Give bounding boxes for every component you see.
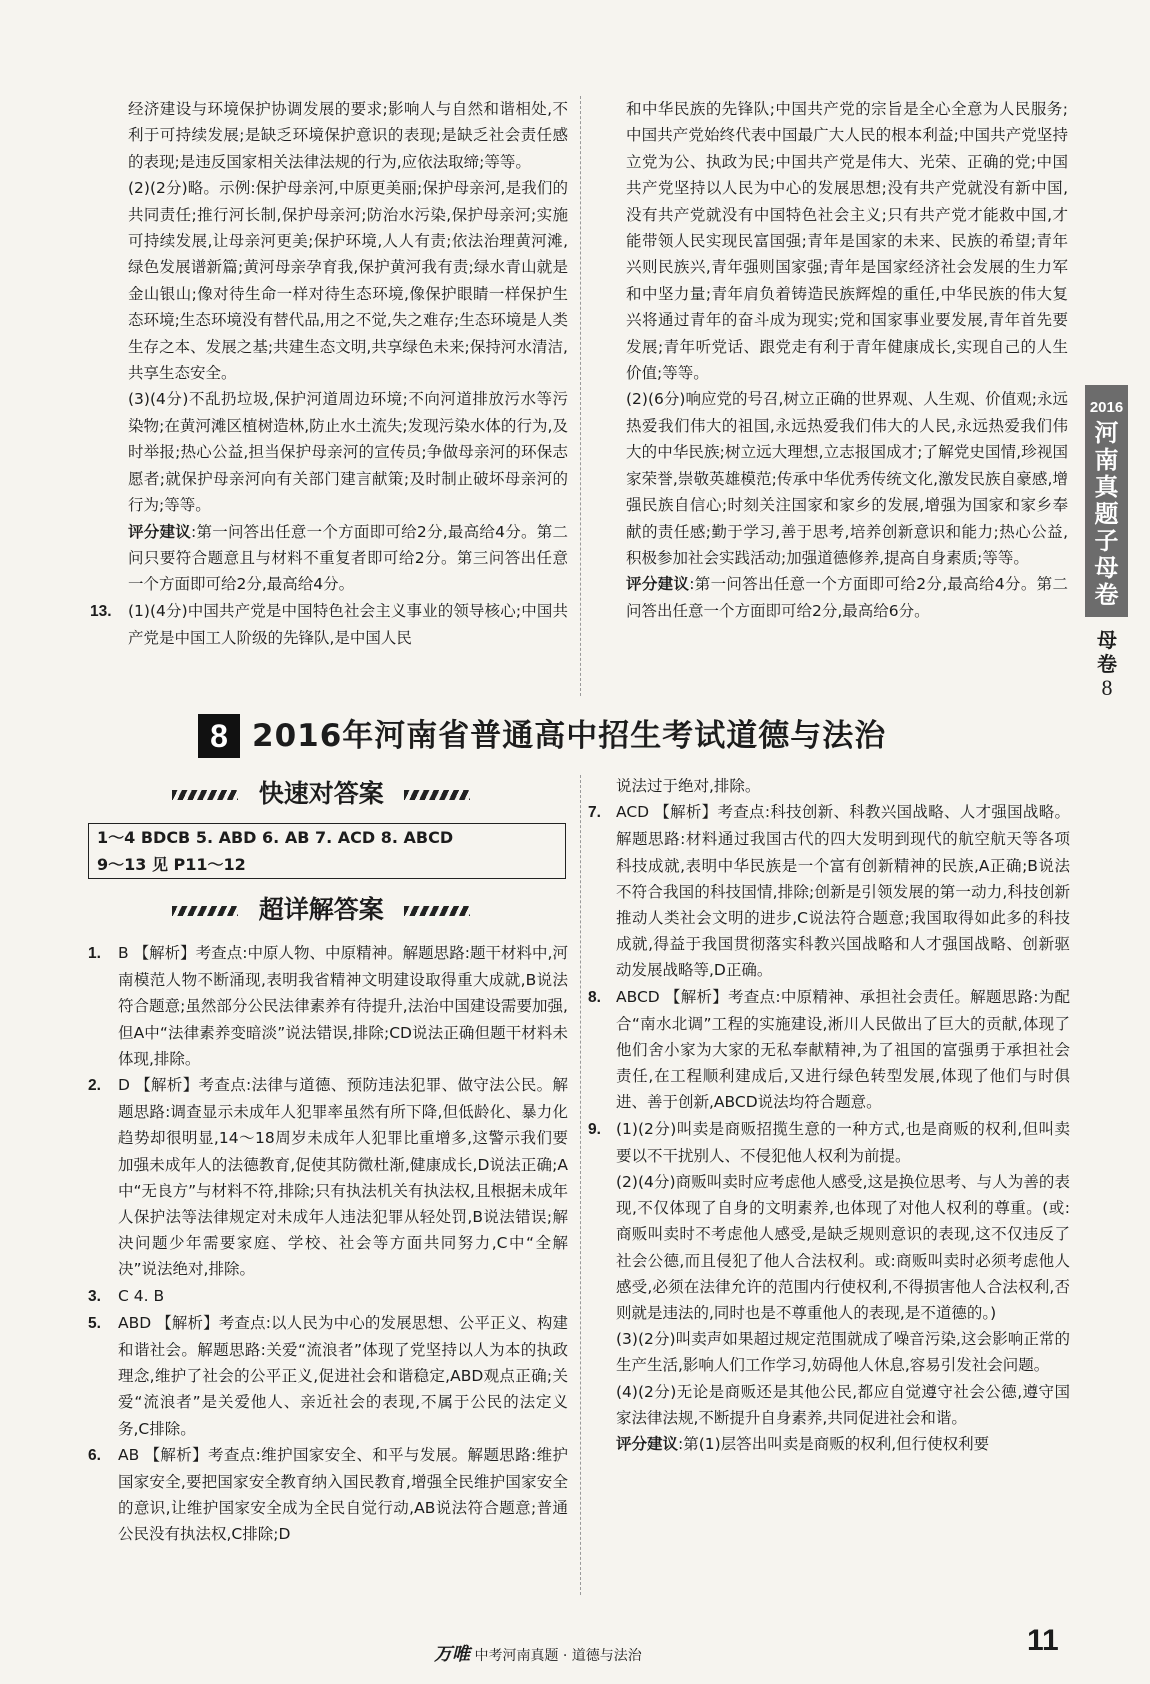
answer-text: B 【解析】考查点:中原人物、中原精神。解题思路:题干材料中,河南模范人物不断涌现,表明我省精神文明建设取得重大成就,B说法符合题意;虽然部分公民法律素养有待提升,法治中国建设需要加强,但A中“法律素养变暗淡”说法错误,排除;CD说法正确但题干材料未体现,排除。 (118, 944, 568, 1068)
quick-answers-line: 9～13 见 P11～12 (97, 855, 246, 874)
question-number: 3. (88, 1287, 101, 1305)
question-number: 5. (88, 1314, 101, 1332)
top-right-column (626, 96, 1068, 624)
column-divider (580, 775, 581, 1595)
question-text: (1)(4分)中国共产党是中国特色社会主义事业的领导核心;中国共产党是中国工人阶级的先锋队,是中国人民 (128, 601, 568, 648)
paragraph: (2)(6分)响应党的号召,树立正确的世界观、人生观、价值观;永远热爱我们伟大的祖国,永远热爱我们伟大的人民,永远热爱我们伟大的中华民族;树立远大理想,立志报国成才;了解党史国情,珍视国家荣誉,崇敬英雄模范;传承中华优秀传统文化,激发民族自豪感,增强民族自信心;时刻关注国家和家乡的发展,增强为国家和家乡奉献的责任感;勤于学习,善于思考,培养创新意识和能力;热心公益,积极参加社会实践活动;加强道德修养,提高自身素质;等等。 (626, 390, 1068, 567)
grading-label: 评分建议 (626, 575, 690, 594)
question-number: 1. (88, 945, 101, 962)
section-title: 2016年河南省普通高中招生考试道德与法治 (252, 718, 887, 754)
bottom-left-column (88, 940, 568, 1548)
paragraph: 经济建设与环境保护协调发展的要求;影响人与自然和谐相处,不利于可持续发展;是缺乏环境保护意识的表现;是缺乏社会责任感的表现;是违反国家相关法律法规的行为,应依法取缔;等等。 (128, 100, 568, 171)
grading-note (90, 519, 568, 598)
answer-6-continued: 说法过于绝对,排除。 (616, 777, 761, 795)
side-tab (1085, 385, 1128, 617)
paragraph: (2)(4分)商贩叫卖时应考虑他人感受,这是换位思考、与人为善的表现,不仅体现了自身的文明素养,也体现了对他人权利的尊重。(或:商贩叫卖时不考虑他人感受,是缺乏规则意识的表现,这不仅违反了社会公德,而且侵犯了他人合法权利。或:商贩叫卖时必须考虑他人感受,必须在法律允许的范围内行使权利,不得损害他人合法权利,否则就是违法的,同时也是不尊重他人的表现,是不道德的。) (616, 1173, 1070, 1323)
side-volume-label: 母卷 (1097, 628, 1117, 676)
paragraph: (2)(2分)略。示例:保护母亲河,中原更美丽;保护母亲河,是我们的共同责任;推行河长制,保护母亲河;防治水污染,保护母亲河;实施可持续发展,让母亲河更美;保护环境,人人有责;依法治理黄河滩,绿色发展谱新篇;黄河母亲孕育我,保护黄河我有责;绿水青山就是金山银山;像对待生命一样对待生态环境,像保护眼睛一样保护生态环境;生态环境没有替代品,用之不觉,失之难存;生态环境是人类生存之本、发展之基;共建生态文明,共享绿色未来;保持河水清洁,共享生态安全。 (128, 179, 568, 383)
question-number: 9. (588, 1120, 601, 1138)
quick-answers-heading (172, 779, 470, 809)
answer-6 (88, 1442, 568, 1548)
grading-text: :第(1)层答出叫卖是商贩的权利,但行使权利要 (678, 1435, 990, 1454)
answer-text: ABCD 【解析】考查点:中原精神、承担社会责任。解题思路:为配合“南水北调”工程的实施建设,淅川人民做出了巨大的贡献,体现了他们舍小家为大家的无私奉献精神,为了祖国的富强勇于承担社会责任,在工程顺利建成后,又进行绿色转型发展,体现了他们与时俱进、善于创新,ABCD说法均符合题意。 (616, 987, 1070, 1112)
answer-1 (88, 940, 568, 1072)
answer-text: D 【解析】考查点:法律与道德、预防违法犯罪、做守法公民。解题思路:调查显示未成年人犯罪率虽然有所下降,但低龄化、暴力化趋势却很明显,14～18周岁未成年人犯罪比重增多,这警示我们要加强未成年人的法德教育,促使其防微杜渐,健康成长,D说法正确;A中“无良方”与材料不符,排除;只有执法机关有执法权,且根据未成年人保护法等法律规定对未成年人违法犯罪从轻处罚,B说法错误;解决问题少年需要家庭、学校、社会等方面共同努力,C中“全解决”说法绝对,排除。 (118, 1076, 568, 1279)
quick-answers-title: 快速对答案 (258, 779, 384, 808)
paragraph: (3)(2分)叫卖声如果超过规定范围就成了噪音污染,这会影响正常的生产生活,影响人们工作学习,妨碍他人休息,容易引发社会问题。 (616, 1330, 1070, 1375)
answer-text: (1)(2分)叫卖是商贩招揽生意的一种方式,也是商贩的权利,但叫卖要以不干扰别人、不侵犯他人权利为前提。 (616, 1119, 1070, 1165)
answer-2 (88, 1072, 568, 1283)
answer-9 (588, 1116, 1070, 1169)
question-number: 7. (588, 804, 601, 822)
grading-label: 评分建议 (128, 522, 191, 541)
answer-text: AB 【解析】考查点:维护国家安全、和平与发展。解题思路:维护国家安全,要把国家安全教育纳入国民教育,增强全民维护国家安全的意识,让维护国家安全成为全民自觉行动,AB说法符合题意;普通公民没有执法权,C排除;D (118, 1445, 568, 1544)
page-number: 11 (1027, 1624, 1059, 1657)
footer-brand: 万唯 (434, 1644, 470, 1665)
section-number-badge: 8 (198, 714, 240, 758)
quick-answers-line: 1～4 BDCB 5. ABD 6. AB 7. ACD 8. ABCD (97, 828, 454, 847)
grading-note (626, 571, 1068, 624)
grading-text: :第一问答出任意一个方面即可给2分,最高给4分。第二问只要符合题意且与材料不重复者即可给2分。第三问答出任意一个方面即可给2分,最高给4分。 (128, 522, 568, 594)
quick-answers-box (88, 823, 566, 879)
paragraph: 和中华民族的先锋队;中国共产党的宗旨是全心全意为人民服务;中国共产党始终代表中国最广大人民的根本利益;中国共产党坚持立党为公、执政为民;中国共产党是伟大、光荣、正确的党;中国共产党坚持以人民为中心的发展思想;没有共产党就没有新中国,没有共产党就没有中国特色社会主义;只有共产党才能救中国,才能带领人民实现民富国强;青年是国家的未来、民族的希望;青年兴则民族兴,青年强则国家强;青年是国家经济社会发展的生力军和中坚力量;青年肩负着铸造民族辉煌的重任,中华民族的伟大复兴将通过青年的奋斗成为现实;党和国家事业要发展,青年首先要发展;青年听党话、跟党走有利于青年健康成长,实现自己的人生价值;等等。 (626, 100, 1068, 383)
answer-text: ABD 【解析】考查点:以人民为中心的发展思想、公平正义、构建和谐社会。解题思路:关爱“流浪者”体现了党坚持以人为本的执政理念,维护了社会的公平正义,促进社会和谐稳定,ABD观点正确;关爱“流浪者”是关爱他人、亲近社会的表现,不属于公民的法定义务,C排除。 (118, 1313, 568, 1438)
stripe-decoration (172, 790, 238, 800)
detailed-answers-heading (172, 895, 470, 925)
answer-5 (88, 1310, 568, 1442)
column-divider (580, 96, 581, 696)
stripe-decoration (404, 790, 470, 800)
footer (434, 1640, 642, 1666)
grading-text: :第一问答出任意一个方面即可给2分,最高给4分。第二问答出任意一个方面即可给2分,最高给6分。 (626, 575, 1068, 620)
side-volume-number: 8 (1101, 675, 1113, 700)
stripe-decoration (172, 906, 238, 916)
answer-7 (588, 799, 1070, 983)
answer-text: ACD 【解析】考查点:科技创新、科教兴国战略、人才强国战略。解题思路:材料通过我国古代的四大发明到现代的航空航天等各项科技成就,表明中华民族是一个富有创新精神的民族,A正确;B说法不符合我国的科技国情,排除;创新是引领发展的第一动力,科技创新推动人类社会文明的进步,C说法符合题意;我国取得如此多的科技成就,得益于我国贯彻落实科教兴国战略和人才强国战略、创新驱动发展战略等,D正确。 (616, 803, 1070, 980)
answer-3-4 (88, 1283, 568, 1310)
answer-8 (588, 984, 1070, 1116)
question-number: 6. (88, 1446, 101, 1464)
grading-label: 评分建议 (616, 1435, 679, 1454)
question-number: 8. (588, 988, 601, 1006)
side-tab-year: 2016 (1089, 399, 1124, 416)
top-left-column (90, 96, 568, 652)
answer-text: C 4. B (118, 1286, 165, 1305)
grading-note (588, 1431, 1070, 1457)
question-number: 2. (88, 1077, 101, 1095)
detailed-answers-title: 超详解答案 (258, 895, 384, 924)
paragraph: (4)(2分)无论是商贩还是其他公民,都应自觉遵守社会公德,遵守国家法律法规,不断提升自身素养,共同促进社会和谐。 (616, 1382, 1070, 1427)
stripe-decoration (404, 906, 470, 916)
paragraph: (3)(4分)不乱扔垃圾,保护河道周边环境;不向河道排放污水等污染物;在黄河滩区植树造林,防止水土流失;发现污染水体的行为,及时举报;热心公益,担当保护母亲河的宣传员;争做母亲河的环保志愿者;就保护母亲河向有关部门建言献策;及时制止破坏母亲河的行为;等等。 (128, 390, 568, 515)
side-volume (1090, 628, 1124, 700)
footer-text: 中考河南真题 · 道德与法治 (474, 1648, 642, 1664)
question-13 (90, 598, 568, 652)
side-tab-title: 河南真题子母卷 (1094, 419, 1119, 609)
bottom-right-column (588, 773, 1070, 1457)
section-banner (190, 712, 960, 762)
question-number: 13. (90, 602, 112, 620)
